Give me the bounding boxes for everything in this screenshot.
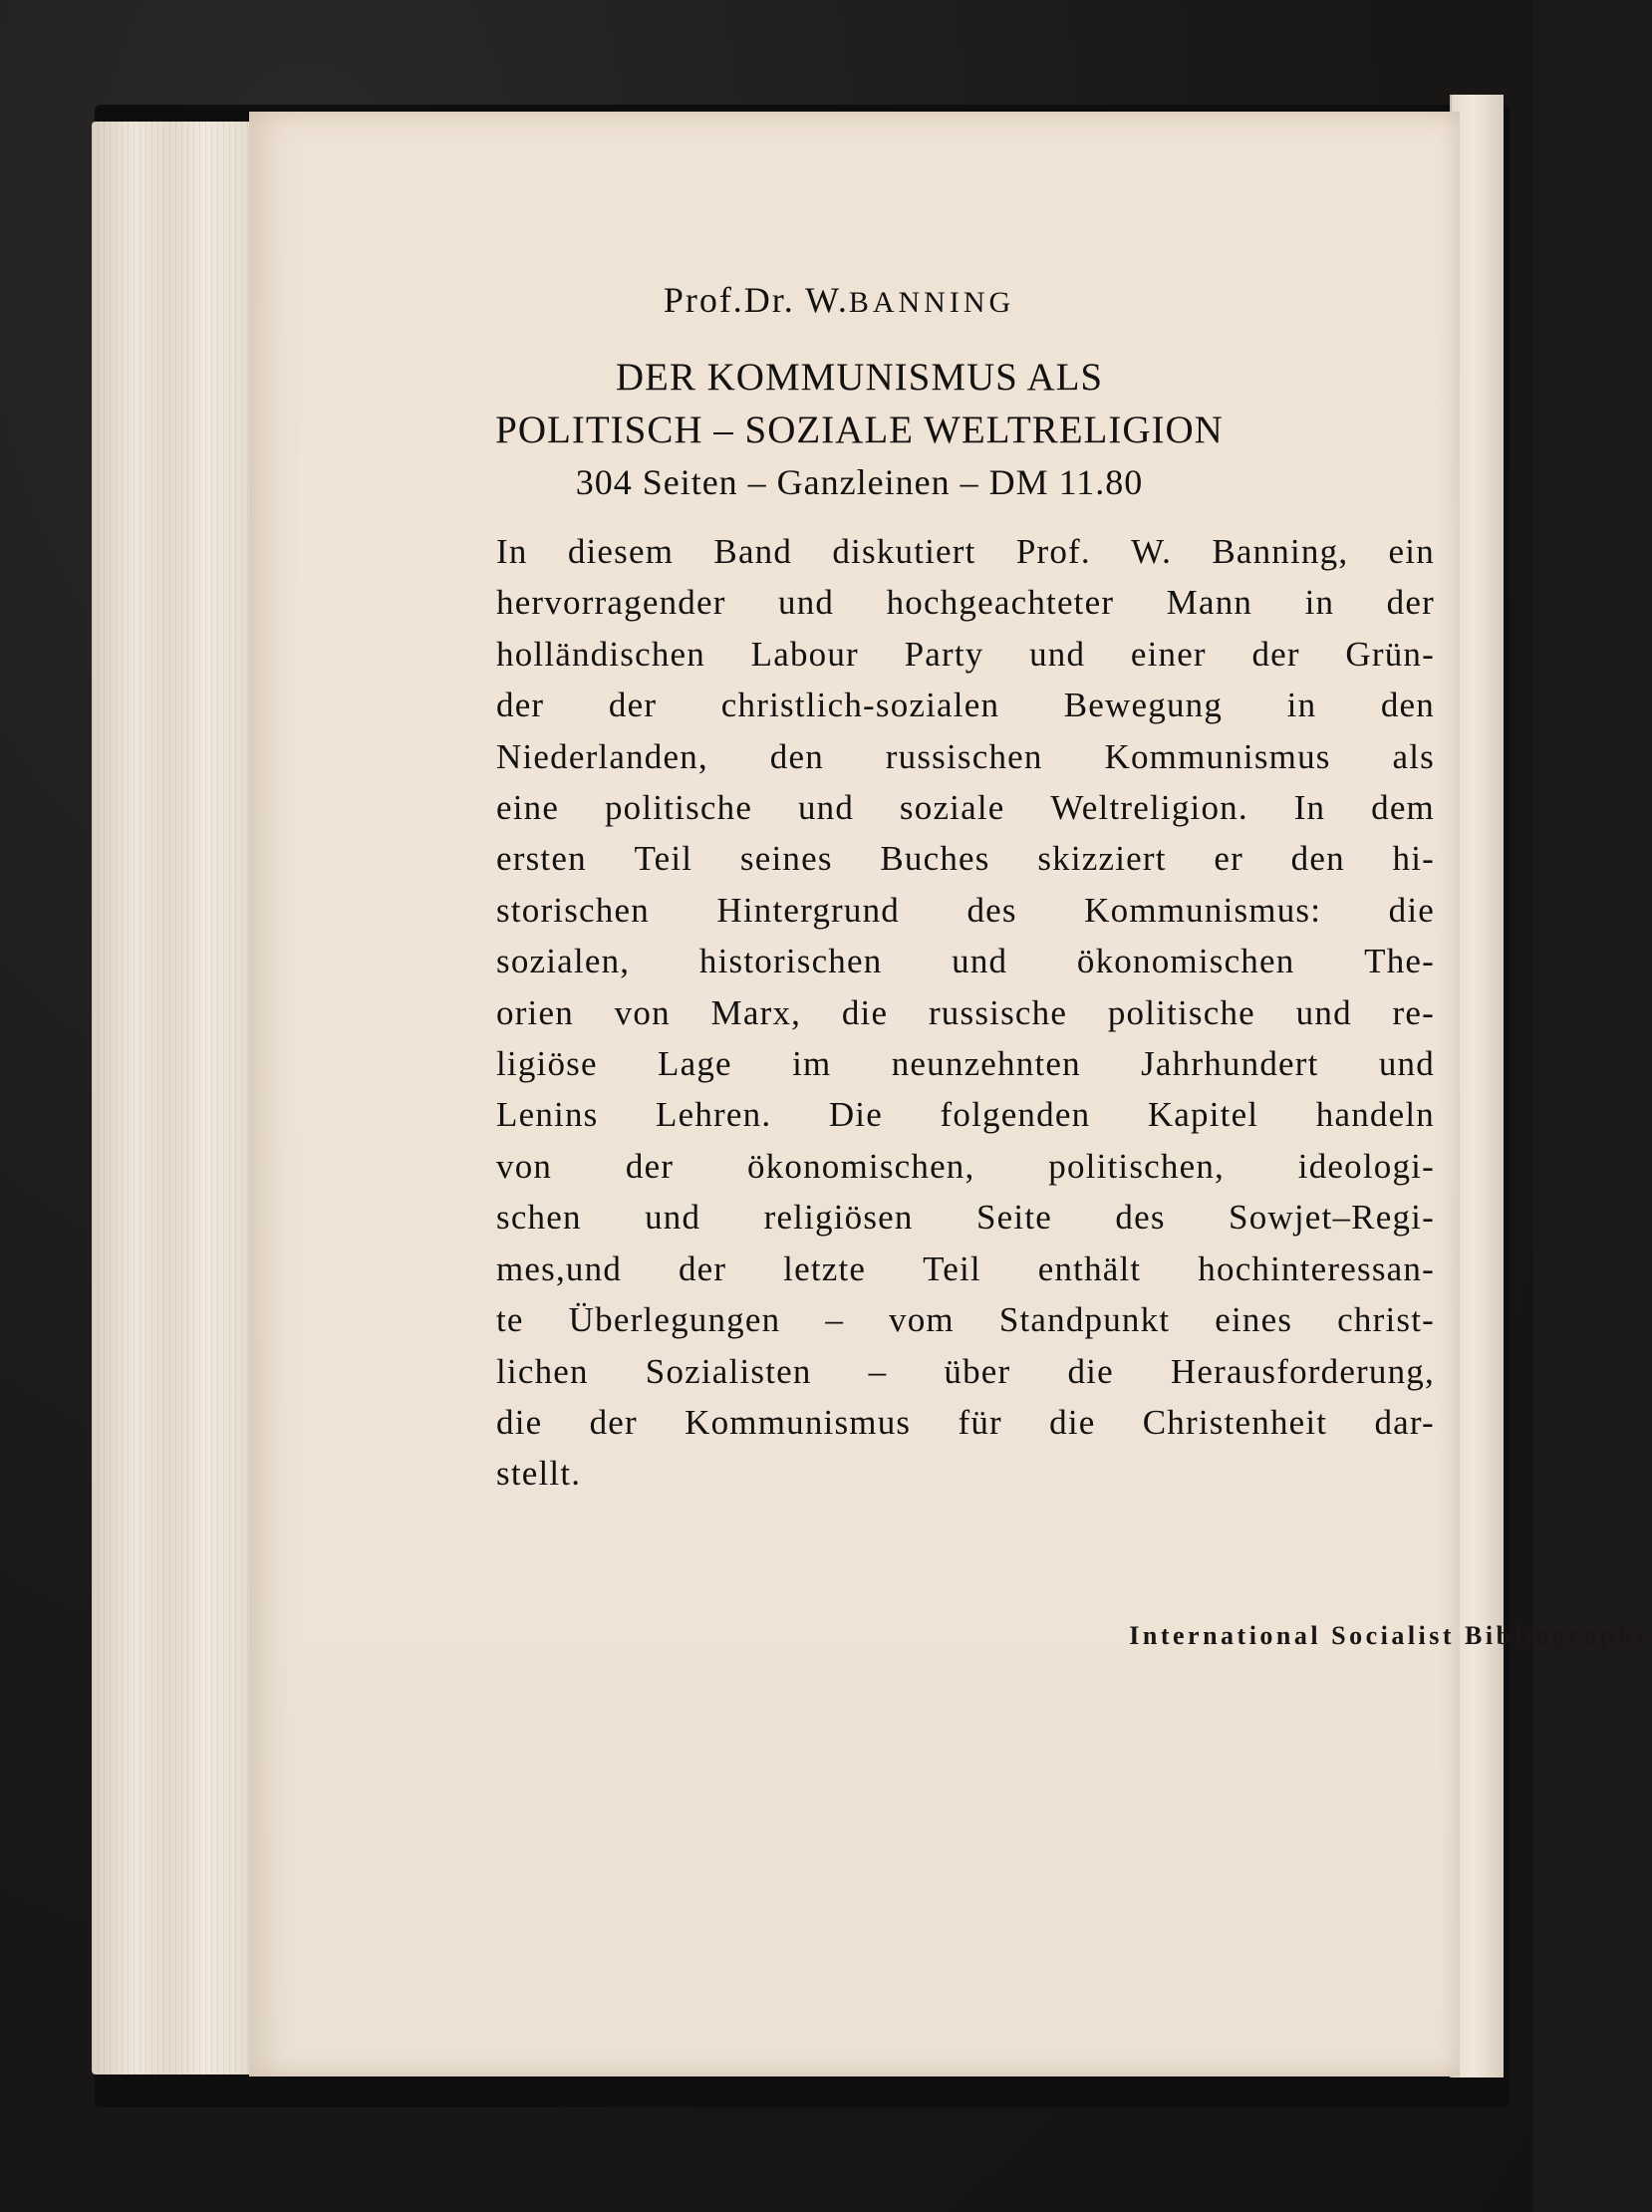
text-line [496,782,1435,833]
word: und [952,942,1008,981]
word: christlich-sozialen [720,686,1000,725]
word: Marx, [710,992,802,1032]
text-line [496,987,1435,1038]
author-prefix: Prof.Dr. W. [663,280,849,320]
word: ein [1388,532,1435,571]
word: als [1392,736,1435,776]
word: re- [1392,992,1435,1032]
word: te [496,1300,524,1340]
word: Hintergrund [716,890,900,930]
word: Lenins [496,1095,599,1135]
word: des [966,890,1017,930]
word: christ- [1337,1300,1435,1340]
description-paragraph [496,526,1435,1500]
word: W. [1131,532,1173,571]
word: Standpunkt [998,1300,1171,1340]
word: letzte [783,1248,867,1288]
word: den [1290,839,1345,879]
word: einer [1130,634,1207,674]
word: handeln [1315,1095,1435,1135]
book-title-block [254,351,1465,509]
title-line-1: DER KOMMUNISMUS ALS [615,356,1104,399]
word: Weltreligion. [1050,788,1248,828]
text-line [496,1192,1435,1243]
word: Grün- [1345,634,1435,674]
word: Teil [923,1248,981,1288]
word: und [1378,1044,1435,1084]
word: soziale [899,788,1005,828]
word: Christenheit [1142,1402,1328,1442]
text-line: stellt. [496,1454,582,1494]
word: Banning, [1212,532,1349,571]
text-line [496,1038,1435,1089]
text-line [496,1346,1435,1397]
word: der [678,1248,727,1288]
text-line [496,1397,1435,1448]
word: eine [496,788,560,828]
text-line [496,833,1435,884]
word: russische [928,992,1068,1032]
word: skizziert [1037,839,1167,879]
text-line [496,577,1435,628]
word: von [614,992,671,1032]
word: und [645,1198,701,1238]
word: der [608,686,658,725]
word: Niederlanden, [496,736,708,776]
word: und [1029,634,1086,674]
page-edges-left [92,122,266,2074]
word: ökonomischen [1076,942,1295,981]
word: The- [1364,942,1435,981]
word: – [868,1351,888,1391]
word: und [797,788,855,828]
text-line [496,731,1435,782]
author-surname: BANNING [848,286,1015,319]
word: ersten [496,839,587,879]
word: seines [739,839,833,879]
word: ligiöse [496,1044,598,1084]
word: enthält [1037,1248,1142,1288]
word: hochinteressan- [1198,1248,1435,1288]
word: im [792,1044,832,1084]
word: die [496,1402,543,1442]
word: vom [889,1300,955,1340]
word: Labour [750,634,859,674]
word: russischen [885,736,1043,776]
text-line [496,629,1435,680]
word: und [1295,992,1352,1032]
word: diskutiert [832,532,976,571]
word: Band [713,532,793,571]
word: mes,und [496,1248,623,1288]
word: in [1286,686,1317,725]
word: für [958,1402,1002,1442]
word: Kommunismus: [1084,890,1322,930]
text-line [496,1089,1435,1140]
word: hi- [1392,839,1435,879]
word: er [1214,839,1243,879]
word: storischen [496,890,650,930]
author-line [301,279,1377,321]
word: die [1067,1351,1114,1391]
word: der [625,1146,675,1186]
word: orien [496,992,574,1032]
word: Seite [976,1198,1052,1238]
word: Überlegungen [568,1300,781,1340]
word: Sozialisten [645,1351,812,1391]
word: Sowjet–Regi- [1229,1198,1435,1238]
word: der [1386,583,1435,623]
word: folgenden [940,1095,1091,1135]
word: hervorragender [496,583,726,623]
word: neunzehnten [891,1044,1081,1084]
text-line [496,885,1435,936]
word: ökonomischen, [746,1146,975,1186]
word: die [1049,1402,1096,1442]
text-line [496,936,1435,986]
book-details: 304 Seiten – Ganzleinen – DM 11.80 [575,462,1144,502]
word: Kapitel [1147,1095,1259,1135]
word: hochgeachteter [886,583,1115,623]
word: dar- [1374,1402,1435,1442]
word: der [496,686,545,725]
word: politischen, [1048,1146,1225,1186]
word: Lage [658,1044,732,1084]
word: holländischen [496,634,705,674]
word: Die [828,1095,883,1135]
word: von [496,1146,553,1186]
word: Buches [880,839,990,879]
text-line [496,1141,1435,1192]
text-line [496,1244,1435,1294]
word: den [769,736,824,776]
word: religiösen [763,1198,914,1238]
source-credit: International Socialist Bibliography [1129,1621,1652,1650]
text-line [496,680,1435,730]
word: des [1115,1198,1166,1238]
word: historischen [698,942,883,981]
text-line [496,1294,1435,1345]
word: politische [1107,992,1255,1032]
word: Teil [634,839,693,879]
word: in [1304,583,1335,623]
word: Kommunismus [1104,736,1331,776]
word: – [825,1300,845,1340]
word: der [589,1402,638,1442]
word: In [496,532,528,571]
title-line-2: POLITISCH – SOZIALE WELTRELIGION [495,409,1224,451]
word: Lehren. [656,1095,772,1135]
word: Kommunismus [685,1402,912,1442]
word: die [841,992,889,1032]
word: In [1293,788,1326,828]
word: Mann [1166,583,1253,623]
word: über [944,1351,1011,1391]
word: Bewegung [1063,686,1224,725]
text-line [496,526,1435,577]
word: Jahrhundert [1141,1044,1319,1084]
word: Party [904,634,984,674]
word: eines [1215,1300,1293,1340]
word: politische [604,788,753,828]
word: der [1251,634,1300,674]
word: lichen [496,1351,589,1391]
word: den [1380,686,1435,725]
word: Prof. [1015,532,1091,571]
word: die [1388,890,1435,930]
word: Herausforderung, [1170,1351,1435,1391]
word: sozialen, [496,942,631,981]
word: diesem [567,532,675,571]
word: dem [1371,788,1435,828]
word: schen [496,1198,582,1238]
word: und [778,583,835,623]
word: ideologi- [1297,1146,1435,1186]
